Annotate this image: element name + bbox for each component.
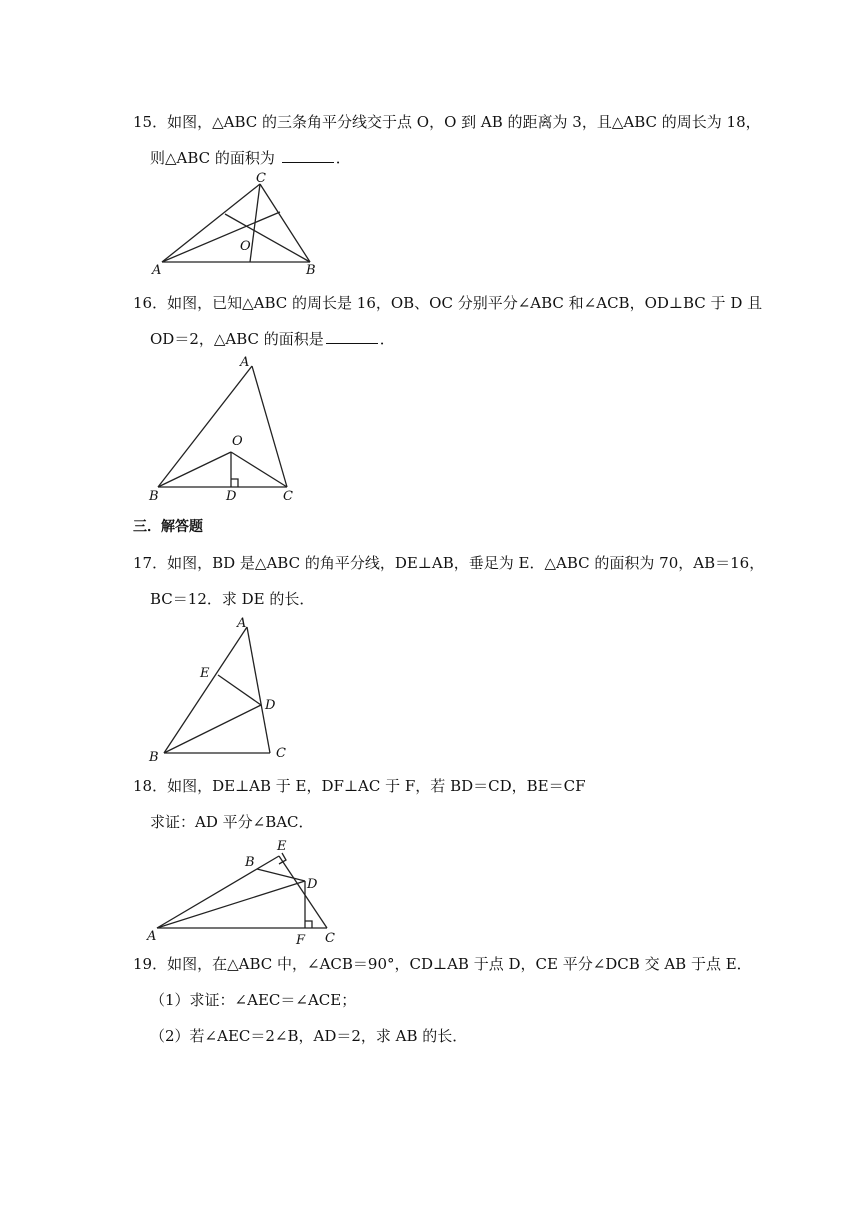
q18-line2: 求证：AD 平分∠BAC． bbox=[150, 813, 314, 831]
q15-line2-end: ． bbox=[335, 149, 351, 167]
q17-label-d: D bbox=[265, 698, 276, 713]
q16-label-d: D bbox=[226, 489, 237, 504]
q18-label-e: E bbox=[277, 839, 287, 854]
q18-label-b: B bbox=[245, 855, 255, 870]
section-title-solutions: 三．解答题 bbox=[133, 519, 203, 535]
q15-label-b: B bbox=[306, 263, 316, 278]
q16-label-a: A bbox=[240, 355, 250, 370]
q17-label-a: A bbox=[237, 616, 247, 631]
q15-label-c: C bbox=[256, 171, 266, 186]
q16-figure bbox=[145, 352, 310, 507]
q15-label-a: A bbox=[152, 263, 162, 278]
q17-label-b: B bbox=[149, 750, 159, 765]
q16-line2 bbox=[150, 329, 395, 349]
q15-line2 bbox=[150, 148, 351, 168]
q18-label-f: F bbox=[296, 933, 306, 948]
q18-label-d: D bbox=[307, 877, 318, 892]
q16-label-b: B bbox=[149, 489, 159, 504]
q16-line2-text: OD＝2，△ABC 的面积是 bbox=[150, 330, 324, 348]
q17-line2: BC＝12．求 DE 的长． bbox=[150, 590, 315, 608]
q17-figure bbox=[145, 615, 295, 765]
q16-line1: 16．如图，已知△ABC 的周长是 16，OB、OC 分别平分∠ABC 和∠ACB，OD⊥BC 于 D 且 bbox=[133, 294, 763, 312]
q18-line1: 18．如图，DE⊥AB 于 E，DF⊥AC 于 F，若 BD＝CD，BE＝CF bbox=[133, 777, 586, 795]
q18-label-c: C bbox=[325, 931, 335, 946]
q17-label-e: E bbox=[200, 666, 210, 681]
q16-answer-blank bbox=[326, 329, 378, 344]
q16-line2-end: ． bbox=[379, 330, 395, 348]
q15-line1: 15．如图，△ABC 的三条角平分线交于点 O，O 到 AB 的距离为 3，且△ABC 的周长为 18， bbox=[133, 113, 761, 131]
q18-figure bbox=[145, 836, 350, 948]
q15-label-o: O bbox=[240, 239, 251, 254]
q16-label-c: C bbox=[283, 489, 293, 504]
q18-label-a: A bbox=[147, 929, 157, 944]
q19-line3: （2）若∠AEC＝2∠B，AD＝2，求 AB 的长． bbox=[150, 1027, 468, 1045]
q19-line2: （1）求证：∠AEC＝∠ACE； bbox=[150, 991, 357, 1009]
q16-label-o: O bbox=[232, 434, 243, 449]
q17-line1: 17．如图，BD 是△ABC 的角平分线，DE⊥AB，垂足为 E．△ABC 的面积为 70，AB＝16， bbox=[133, 554, 765, 572]
q15-line2-text: 则△ABC 的面积为 bbox=[150, 149, 280, 167]
q19-line1: 19．如图，在△ABC 中，∠ACB＝90°，CD⊥AB 于点 D，CE 平分∠DCB 交 AB 于点 E． bbox=[133, 955, 752, 973]
q17-label-c: C bbox=[276, 746, 286, 761]
q15-figure bbox=[150, 172, 330, 280]
q15-answer-blank bbox=[282, 148, 334, 163]
